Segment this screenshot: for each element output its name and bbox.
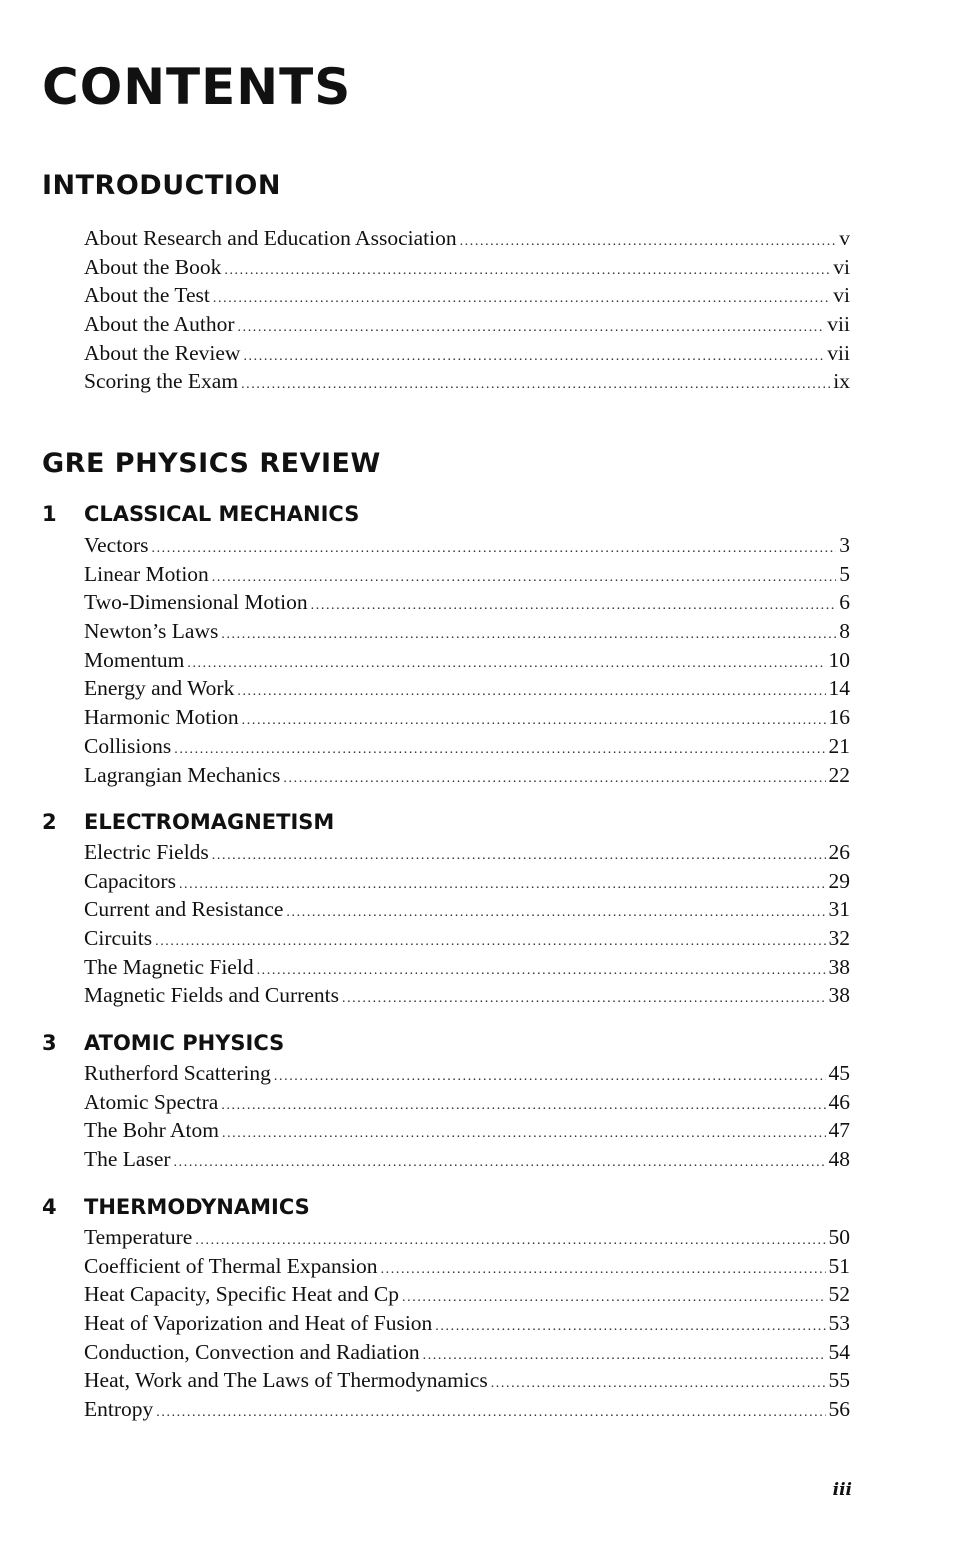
entry-page: 45 (828, 1061, 850, 1085)
dot-leader (311, 592, 837, 621)
dot-leader (435, 1313, 825, 1342)
entry-label: Collisions (84, 733, 172, 758)
chapter-number: 3 (42, 1031, 57, 1055)
entry-label: Linear Motion (84, 561, 209, 586)
entry-label: Heat Capacity, Specific Heat and Cp (84, 1282, 400, 1307)
entry-label: Electric Fields (84, 840, 209, 864)
entry-label: The Laser (84, 1147, 171, 1172)
entry-label: Heat of Vaporization and Heat of Fusion (84, 1311, 433, 1336)
entry-page: vii (827, 312, 850, 337)
toc-entry[interactable] (84, 367, 850, 396)
dot-leader (213, 285, 830, 314)
toc-entry[interactable] (84, 1366, 850, 1395)
toc-entry[interactable] (84, 1088, 850, 1117)
dot-leader (342, 985, 826, 1014)
dot-leader (221, 1092, 825, 1121)
toc-entry[interactable] (84, 617, 850, 646)
entry-label: Capacitors (84, 868, 176, 893)
entry-label: Magnetic Fields and Currents (84, 983, 339, 1008)
dot-leader (257, 957, 826, 986)
entry-label: Atomic Spectra (84, 1089, 219, 1114)
dot-leader (274, 1063, 826, 1092)
dot-leader (460, 228, 837, 257)
entry-label: Lagrangian Mechanics (84, 762, 281, 787)
dot-leader (491, 1370, 826, 1399)
dot-leader (156, 1399, 825, 1428)
entry-label: Current and Resistance (84, 897, 284, 922)
entry-label: About the Review (84, 340, 241, 365)
toc-entry[interactable] (84, 674, 850, 703)
chapter-title: CLASSICAL MECHANICS (84, 502, 360, 526)
entry-page: 22 (828, 762, 850, 787)
entry-label: Heat, Work and The Laws of Thermodynamics (84, 1368, 488, 1393)
entry-page: 16 (828, 705, 850, 730)
toc-entry[interactable] (84, 253, 850, 282)
toc-entry[interactable] (84, 1223, 850, 1252)
entry-label: Temperature (84, 1225, 193, 1249)
entry-page: 14 (828, 676, 850, 701)
entry-page: vi (833, 283, 850, 308)
toc-entry[interactable] (84, 588, 850, 617)
entry-label: Circuits (84, 926, 153, 951)
toc-entry[interactable] (84, 646, 850, 675)
entry-label: Momentum (84, 647, 185, 672)
page-title: CONTENTS (42, 58, 352, 116)
chapter-heading (42, 1197, 310, 1218)
entry-label: About Research and Education Association (84, 226, 457, 250)
entry-label: Two-Dimensional Motion (84, 590, 308, 615)
toc-entry[interactable] (84, 981, 850, 1010)
toc-entry[interactable] (84, 761, 850, 790)
entry-label: About the Test (84, 283, 210, 308)
toc-entry[interactable] (84, 1116, 850, 1145)
entry-label: Vectors (84, 533, 149, 557)
entry-label: Entropy (84, 1397, 154, 1422)
entry-page: 31 (828, 897, 850, 922)
entry-page: 6 (839, 590, 850, 615)
dot-leader (237, 678, 825, 707)
dot-leader (222, 1120, 826, 1149)
toc-entry[interactable] (84, 1338, 850, 1367)
entry-page: 55 (828, 1368, 850, 1393)
chapter-number: 2 (42, 810, 57, 834)
entry-list-chapter-2 (84, 838, 850, 1010)
entry-page: 38 (828, 954, 850, 979)
entry-page: 8 (839, 619, 850, 644)
toc-entry[interactable] (84, 1145, 850, 1174)
toc-entry[interactable] (84, 838, 850, 867)
toc-entry[interactable] (84, 224, 850, 253)
entry-label: The Bohr Atom (84, 1118, 219, 1143)
chapter-number: 1 (42, 502, 57, 526)
toc-entry[interactable] (84, 531, 850, 560)
entry-page: 5 (839, 561, 850, 586)
entry-label: About the Book (84, 254, 222, 279)
entry-label: Conduction, Convection and Radiation (84, 1339, 420, 1364)
entry-page: 46 (828, 1089, 850, 1114)
entry-page: 38 (828, 983, 850, 1008)
entry-label: About the Author (84, 312, 235, 337)
entry-page: 32 (828, 926, 850, 951)
dot-leader (402, 1284, 825, 1313)
entry-page: 10 (828, 647, 850, 672)
section-heading-review: GRE PHYSICS REVIEW (42, 448, 381, 479)
entry-page: 52 (828, 1282, 850, 1307)
entry-list-chapter-4 (84, 1223, 850, 1424)
toc-entry[interactable] (84, 732, 850, 761)
entry-page: 50 (828, 1225, 850, 1249)
entry-page: ix (833, 369, 850, 394)
entry-label: Scoring the Exam (84, 369, 239, 394)
entry-label: Rutherford Scattering (84, 1061, 271, 1085)
entry-page: 51 (828, 1253, 850, 1278)
chapter-title: ATOMIC PHYSICS (84, 1031, 285, 1055)
entry-page: 26 (828, 840, 850, 864)
entry-list-chapter-3 (84, 1059, 850, 1174)
dot-leader (243, 343, 824, 372)
toc-entry[interactable] (84, 310, 850, 339)
dot-leader (212, 842, 826, 871)
dot-leader (221, 621, 836, 650)
entry-page: 29 (828, 868, 850, 893)
page-number: iii (832, 1480, 852, 1500)
toc-entry[interactable] (84, 1395, 850, 1424)
chapter-title: ELECTROMAGNETISM (84, 810, 335, 834)
toc-entry[interactable] (84, 1280, 850, 1309)
dot-leader (187, 650, 825, 679)
dot-leader (151, 535, 836, 564)
entry-label: Energy and Work (84, 676, 235, 701)
entry-label: Newton’s Laws (84, 619, 219, 644)
toc-entry[interactable] (84, 703, 850, 732)
entry-page: v (839, 226, 850, 250)
entry-label: Harmonic Motion (84, 705, 239, 730)
toc-entry[interactable] (84, 924, 850, 953)
chapter-heading (42, 504, 359, 525)
dot-leader (174, 1149, 826, 1178)
entry-page: vi (833, 254, 850, 279)
toc-entry[interactable] (84, 281, 850, 310)
entry-page: vii (827, 340, 850, 365)
dot-leader (286, 899, 825, 928)
entry-label: The Magnetic Field (84, 954, 254, 979)
chapter-heading (42, 812, 334, 833)
entry-page: 48 (828, 1147, 850, 1172)
toc-entry[interactable] (84, 339, 850, 368)
entry-page: 21 (828, 733, 850, 758)
dot-leader (241, 371, 830, 400)
entry-list-introduction (84, 224, 850, 396)
toc-entry[interactable] (84, 560, 850, 589)
toc-entry[interactable] (84, 1309, 850, 1338)
chapter-heading (42, 1033, 284, 1054)
dot-leader (381, 1256, 826, 1285)
dot-leader (283, 765, 825, 794)
toc-entry[interactable] (84, 1252, 850, 1281)
entry-page: 3 (839, 533, 850, 557)
entry-page: 47 (828, 1118, 850, 1143)
dot-leader (224, 257, 830, 286)
chapter-title: THERMODYNAMICS (84, 1195, 310, 1219)
dot-leader (242, 707, 826, 736)
entry-list-chapter-1 (84, 531, 850, 789)
entry-label: Coefficient of Thermal Expansion (84, 1253, 378, 1278)
dot-leader (155, 928, 825, 957)
section-heading-introduction: INTRODUCTION (42, 170, 281, 201)
toc-entry[interactable] (84, 895, 850, 924)
toc-entry[interactable] (84, 1059, 850, 1088)
dot-leader (238, 314, 825, 343)
entry-page: 56 (828, 1397, 850, 1422)
entry-page: 53 (828, 1311, 850, 1336)
entry-page: 54 (828, 1339, 850, 1364)
toc-entry[interactable] (84, 867, 850, 896)
toc-entry[interactable] (84, 953, 850, 982)
chapter-number: 4 (42, 1195, 57, 1219)
